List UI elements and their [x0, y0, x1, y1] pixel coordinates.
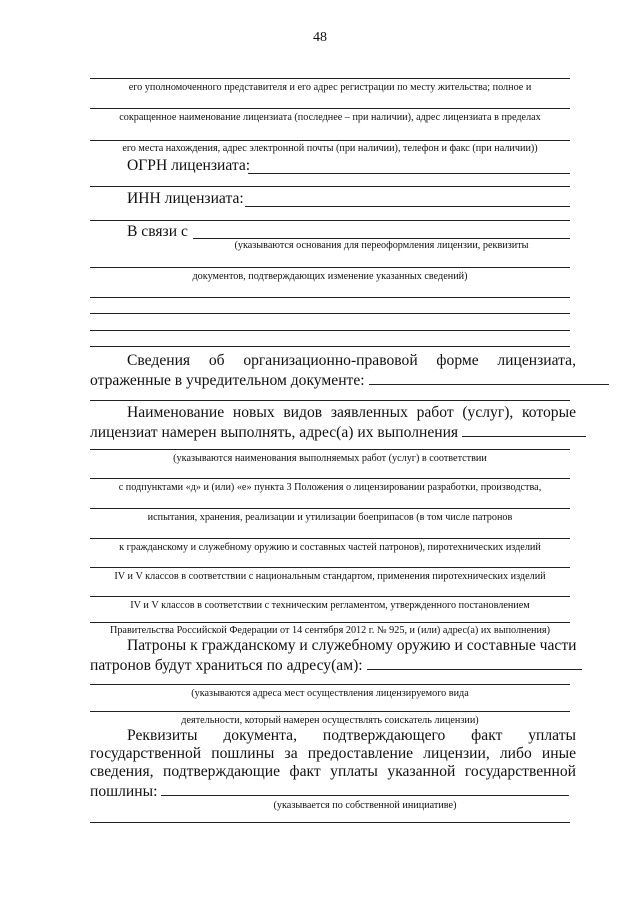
caption-storage-addresses: (указываются адреса мест осуществления лицензируемого вида — [191, 688, 469, 699]
fee-text: государственной пошлины за предоставление лицензии, либо иные — [90, 745, 576, 762]
storage-input-line[interactable] — [367, 655, 582, 670]
caption-works-testing: испытания, хранения, реализации и утилизации боеприпасов (в том числе патронов — [147, 512, 513, 523]
storage-label: патронов будут храниться по адресу(ам): — [90, 657, 363, 674]
org-form-text: Сведения об организационно-правовой форме лицензиата, — [127, 352, 576, 369]
blank-line[interactable] — [90, 297, 570, 298]
org-form-label: отраженные в учредительном документе: — [90, 372, 365, 389]
fee-label: пошлины: — [90, 783, 158, 800]
works-text: Наименование новых видов заявленных работ (услуг), которые — [127, 404, 576, 421]
inn-input-line[interactable] — [245, 206, 570, 207]
caption-works-names: (указываются наименования выполняемых работ (услуг) в соответствии — [173, 453, 487, 464]
caption-storage-activity: деятельности, который намерен осуществлять соискатель лицензии) — [181, 715, 479, 726]
blank-line[interactable] — [90, 478, 570, 479]
blank-line[interactable] — [90, 346, 570, 347]
blank-line[interactable] — [90, 108, 570, 109]
page-number: 48 — [313, 30, 327, 45]
blank-line[interactable] — [90, 711, 570, 712]
fee-text — [90, 781, 576, 801]
blank-line[interactable] — [90, 313, 570, 314]
org-form-text — [90, 370, 576, 390]
caption-reason-basis: (указываются основания для переоформления лицензии, реквизиты — [234, 240, 529, 251]
works-input-line[interactable] — [462, 422, 586, 437]
caption-works-national-standard: IV и V классов в соответствии с национальным стандартом, применения пиротехнических изделий — [114, 571, 546, 582]
fee-input-line[interactable] — [161, 781, 569, 796]
blank-line[interactable] — [90, 449, 570, 450]
blank-line[interactable] — [90, 684, 570, 685]
blank-line[interactable] — [90, 622, 570, 623]
blank-line[interactable] — [90, 508, 570, 509]
caption-works-tech-regulation: IV и V классов в соответствии с техническим регламентом, утвержденного постановлением — [130, 600, 530, 611]
fee-text: Реквизиты документа, подтверждающего факт уплаты — [127, 727, 576, 744]
caption-works-subitems: с подпунктами «д» и (или) «е» пункта 3 Положения о лицензировании разработки, производства, — [118, 482, 542, 493]
caption-reason-documents: документов, подтверждающих изменение указанных сведений) — [192, 271, 468, 282]
caption-works-cartridges: к гражданскому и служебному оружию и составных частей патронов), пиротехнических изделий — [119, 542, 541, 553]
blank-line[interactable] — [90, 822, 570, 823]
caption-representative: его уполномоченного представителя и его адрес регистрации по месту жительства; полное и — [128, 82, 532, 93]
works-text — [90, 422, 576, 442]
org-form-input-line[interactable] — [369, 370, 609, 385]
caption-fee-initiative: (указывается по собственной инициативе) — [273, 800, 457, 811]
blank-line[interactable] — [90, 596, 570, 597]
caption-location: его места нахождения, адрес электронной почты (при наличии), телефон и факс (при наличии)) — [122, 143, 538, 154]
blank-line[interactable] — [90, 220, 570, 221]
blank-line[interactable] — [90, 267, 570, 268]
caption-works-government: Правительства Российской Федерации от 14 сентября 2012 г. № 925, и (или) адрес(а) их выполнения) — [109, 625, 551, 636]
fee-text: сведения, подтверждающие факт уплаты указанной государственной — [90, 763, 576, 780]
inn-label: ИНН лицензиата: — [127, 190, 244, 207]
blank-line[interactable] — [90, 78, 570, 79]
works-label: лицензиат намерен выполнять, адрес(а) их выполнения — [90, 424, 459, 441]
blank-line[interactable] — [90, 186, 570, 187]
reason-input-line[interactable] — [193, 238, 570, 239]
ogrn-label: ОГРН лицензиата: — [127, 157, 251, 174]
blank-line[interactable] — [90, 567, 570, 568]
blank-line[interactable] — [90, 538, 570, 539]
blank-line[interactable] — [90, 140, 570, 141]
reason-label: В связи с — [127, 223, 188, 240]
storage-text — [90, 655, 576, 675]
blank-line[interactable] — [90, 400, 570, 401]
blank-line[interactable] — [90, 330, 570, 331]
storage-text: Патроны к гражданскому и служебному оружию и составные части — [127, 637, 577, 654]
ogrn-input-line[interactable] — [248, 173, 570, 174]
caption-licensee-name: сокращенное наименование лицензиата (последнее – при наличии), адрес лицензиата в пределах — [119, 112, 541, 123]
